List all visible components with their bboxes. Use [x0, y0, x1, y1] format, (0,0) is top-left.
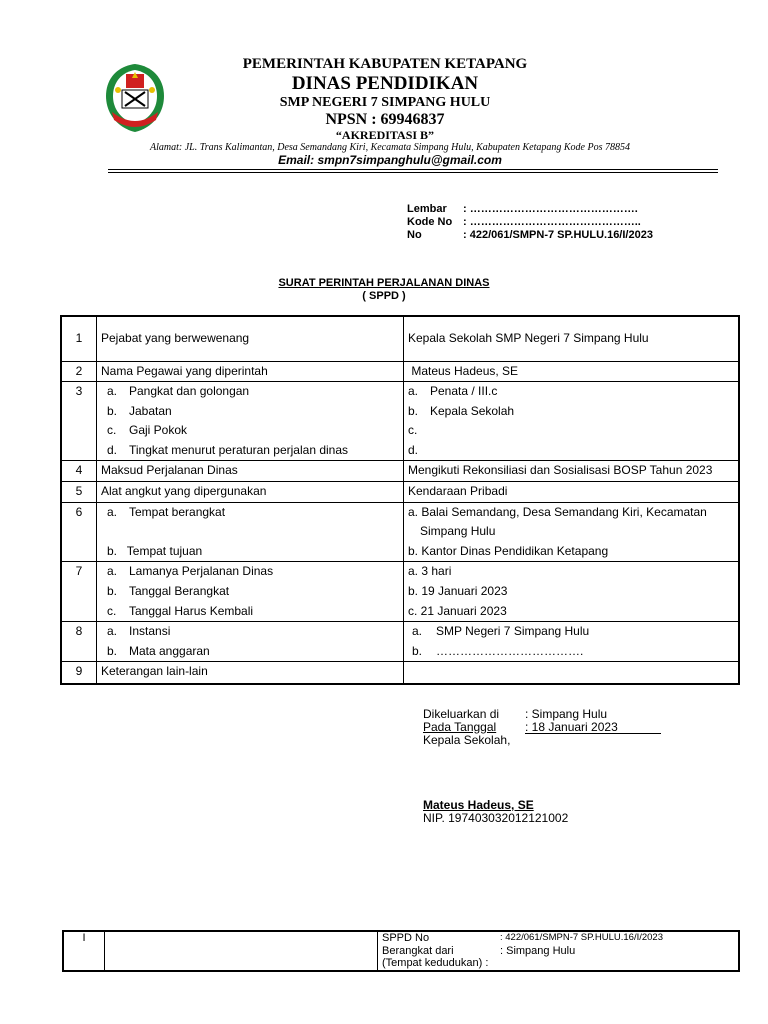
list-marker: b. — [412, 643, 423, 658]
row-number: 3 — [61, 382, 97, 461]
issued-value: : Simpang Hulu — [525, 707, 608, 721]
row-label: Maksud Perjalanan Dinas — [97, 461, 404, 482]
row-number: 2 — [61, 361, 97, 382]
list-value: b. 19 Januari 2023 — [408, 584, 508, 599]
issued-label: Dikeluarkan di — [423, 707, 500, 721]
list-label: Lamanya Perjalanan Dinas — [129, 564, 274, 579]
row-label — [97, 562, 404, 622]
list-marker: a. — [107, 564, 118, 579]
list-value: c. 21 Januari 2023 — [408, 603, 507, 618]
row-number: 9 — [61, 662, 97, 684]
date-value: : 18 Januari 2023 — [525, 721, 661, 734]
list-marker: c. — [107, 423, 117, 438]
list-marker: a. — [408, 384, 419, 399]
list-marker: c. — [408, 423, 418, 438]
row-number: 8 — [61, 622, 97, 662]
header-rule-thick — [108, 169, 718, 170]
document-title: SURAT PERINTAH PERJALANAN DINAS — [278, 277, 490, 289]
row-number: 1 — [61, 316, 97, 361]
lembar-value: : ………………………………………. — [463, 203, 638, 215]
list-marker: a. — [107, 624, 118, 639]
list-marker: d. — [107, 442, 118, 457]
row-value: Mengikuti Rekonsiliasi dan Sosialisasi BOSP Tahun 2023 — [404, 461, 740, 482]
table-row — [61, 622, 739, 662]
document-subtitle: ( SPPD ) — [362, 290, 406, 302]
header-rule-thin — [108, 172, 718, 173]
no-label: No — [407, 229, 422, 241]
list-value: a. Balai Semandang, Desa Semandang Kiri, Kecamatan — [408, 504, 707, 519]
row-value — [404, 382, 740, 461]
list-label: Tanggal Harus Kembali — [129, 603, 254, 618]
row-value — [404, 662, 740, 684]
list-value: ………………………………. — [436, 643, 584, 658]
list-label: Pangkat dan golongan — [129, 384, 250, 399]
date-label: Pada Tanggal — [423, 720, 497, 734]
row-value: Kendaraan Pribadi — [404, 482, 740, 503]
list-value: Kepala Sekolah — [430, 403, 515, 418]
header-government: PEMERINTAH KABUPATEN KETAPANG — [242, 56, 528, 72]
list-label: Gaji Pokok — [129, 423, 188, 438]
departure-details — [378, 931, 740, 971]
list-value: a. 3 hari — [408, 564, 452, 579]
table-row — [61, 502, 739, 562]
list-marker: d. — [408, 442, 419, 457]
list-marker: a. — [107, 504, 118, 519]
header-school: SMP NEGERI 7 SIMPANG HULU — [279, 95, 491, 110]
from-value: : Simpang Hulu — [500, 944, 576, 957]
row-value — [404, 502, 740, 562]
departure-table — [62, 930, 740, 972]
table-row — [61, 562, 739, 622]
table-row — [61, 662, 739, 684]
signatory-nip: NIP. 197403032012121002 — [423, 811, 569, 825]
sppd-table — [60, 315, 740, 685]
table-row — [61, 316, 739, 361]
kode-label: Kode No — [407, 216, 453, 228]
row-value — [404, 622, 740, 662]
signatory-position: Kepala Sekolah, — [423, 733, 511, 747]
row-number: 6 — [61, 502, 97, 562]
table-row — [61, 461, 739, 482]
list-label: Jabatan — [129, 403, 172, 418]
row-label: Nama Pegawai yang diperintah — [97, 361, 404, 382]
row-value — [404, 562, 740, 622]
list-label: b. Tempat tujuan — [107, 543, 203, 558]
signatory-name: Mateus Hadeus, SE — [423, 798, 534, 812]
list-label: Instansi — [129, 624, 171, 639]
table-row — [61, 361, 739, 382]
row-value: Mateus Hadeus, SE — [404, 361, 740, 382]
section-roman: I — [63, 931, 105, 971]
header-address: Alamat: JL. Trans Kalimantan, Desa Semandang Kiri, Kecamata Simpang Hulu, Kabupaten Ketapang Kode Pos 78854 — [150, 142, 630, 153]
list-value: Simpang Hulu — [420, 524, 496, 539]
list-marker: b. — [107, 403, 118, 418]
row-label: Keterangan lain-lain — [97, 662, 404, 684]
sppd-label: SPPD No — [382, 932, 430, 944]
row-label — [97, 382, 404, 461]
from-label: Berangkat dari — [382, 944, 454, 957]
row-number: 4 — [61, 461, 97, 482]
row-label: Pejabat yang berwewenang — [97, 316, 404, 361]
list-marker: c. — [107, 603, 117, 618]
row-label: Alat angkut yang dipergunakan — [97, 482, 404, 503]
list-marker: b. — [408, 403, 419, 418]
list-value: b. Kantor Dinas Pendidikan Ketapang — [408, 543, 609, 558]
table-row — [61, 482, 739, 503]
blank-cell — [105, 931, 378, 971]
kode-value: : ……………………………………….. — [463, 216, 641, 228]
header-email: Email: smpn7simpanghulu@gmail.com — [278, 153, 502, 167]
row-number: 7 — [61, 562, 97, 622]
header-npsn: NPSN : 69946837 — [325, 111, 445, 128]
list-marker: b. — [107, 643, 118, 658]
row-label — [97, 502, 404, 562]
sppd-value: : 422/061/SMPN-7 SP.HULU.16/I/2023 — [500, 932, 664, 943]
row-value: Kepala Sekolah SMP Negeri 7 Simpang Hulu — [404, 316, 740, 361]
document-meta — [407, 203, 653, 242]
row-label — [97, 622, 404, 662]
list-label: Tingkat menurut peraturan perjalan dinas — [129, 442, 349, 457]
list-marker: a. — [107, 384, 118, 399]
row-number: 5 — [61, 482, 97, 503]
lembar-label: Lembar — [407, 203, 447, 215]
place-label: (Tempat kedudukan) : — [382, 957, 489, 969]
list-value: Penata / III.c — [430, 384, 498, 399]
list-marker: a. — [412, 624, 423, 639]
table-row — [61, 382, 739, 461]
list-value: SMP Negeri 7 Simpang Hulu — [436, 624, 590, 639]
table-row — [63, 931, 739, 971]
list-label: Tanggal Berangkat — [129, 584, 230, 599]
header-department: DINAS PENDIDIKAN — [291, 73, 479, 94]
list-label: Tempat berangkat — [129, 504, 226, 519]
header-accreditation: “AKREDITASI B” — [335, 128, 435, 142]
list-label: Mata anggaran — [129, 643, 210, 658]
no-value: : 422/061/SMPN-7 SP.HULU.16/I/2023 — [463, 229, 653, 241]
list-marker: b. — [107, 584, 118, 599]
